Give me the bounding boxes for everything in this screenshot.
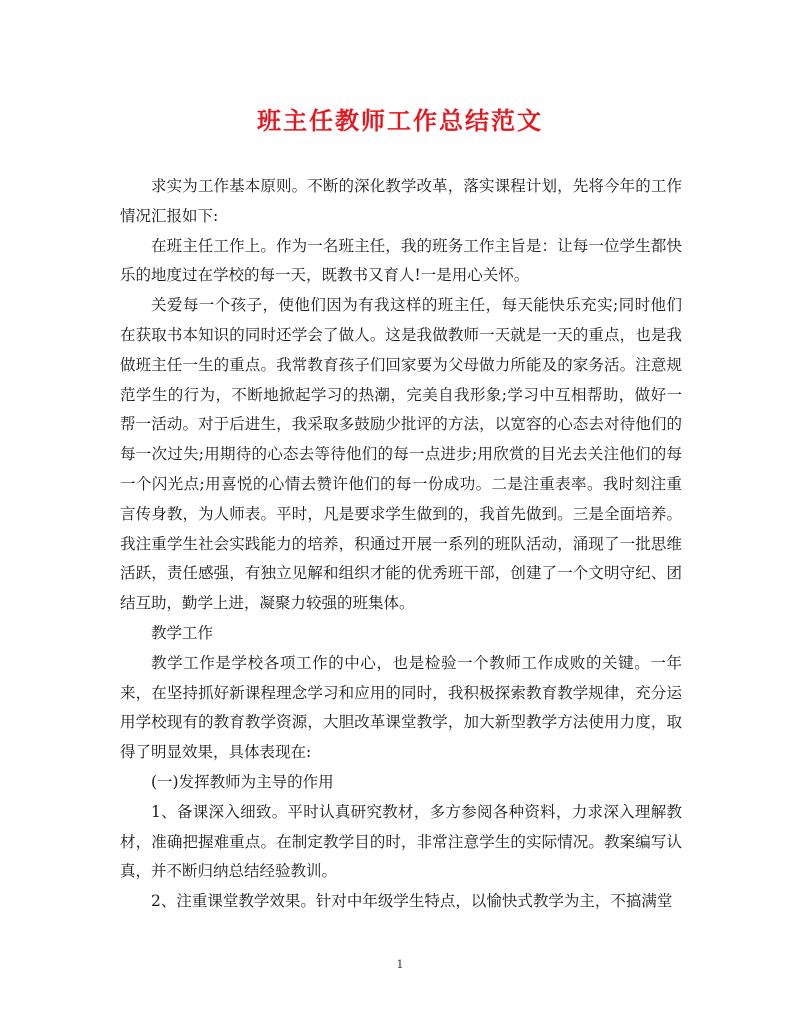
- subheading-teacher-leading-role: (一)发挥教师为主导的作用: [151, 772, 334, 791]
- paragraph-lesson-preparation: 1、备课深入细致。平时认真研究教材，多方参阅各种资料，力求深入理解教材，准确把握难重点。在制定教学目的时，非常注意学生的实际情况。教案编写认真，并不断归纳总结经验教训。: [120, 802, 682, 881]
- page-number: 1: [396, 958, 404, 971]
- paragraph-intro: 求实为工作基本原则。不断的深化教学改革，落实课程计划，先将今年的工作情况汇报如下:: [120, 177, 682, 225]
- document-title: 班主任教师工作总结范文: [257, 106, 543, 135]
- section-heading-teaching-work: 教学工作: [151, 623, 214, 642]
- paragraph-classroom-effect: 2、注重课堂教学效果。针对中年级学生特点，以愉快式教学为主，不搞满堂: [151, 892, 673, 911]
- paragraph-teaching-work: 教学工作是学校各项工作的中心，也是检验一个教师工作成败的关键。一年来，在坚持抓好新课程理念学习和应用的同时，我积极探索教育教学规律，充分运用学校现有的教育教学资源，大胆改革课堂教学，加大新型教学方法使用力度，取得了明显效果，具体表现在:: [120, 653, 682, 762]
- paragraph-caring: 关爱每一个孩子，使他们因为有我这样的班主任，每天能快乐充实;同时他们在获取书本知识的同时还学会了做人。这是我做教师一天就是一天的重点，也是我做班主任一生的重点。我常教育孩子们回家要为父母做力所能及的家务活。注意规范学生的行为，不断地掀起学习的热潮，完美自我形象;学习中互相帮助，做好一帮一活动。对于后进生，我采取多鼓励少批评的方法，以宽容的心态去对待他们的每一次过失;用期待的心态去等待他们的每一点进步;用欣赏的目光去关注他们的每一个闪光点;用喜悦的心情去赞许他们的每一份成功。二是注重表率。我时刻注重言传身教，为人师表。平时，凡是要求学生做到的，我首先做到。三是全面培养。我注重学生社会实践能力的培养，积通过开展一系列的班队活动，涌现了一批思维活跃，责任感强，有独立见解和组织才能的优秀班干部，创建了一个文明守纪、团结互助，勤学上进，凝聚力较强的班集体。: [120, 296, 682, 613]
- paragraph-head-teacher-work: 在班主任工作上。作为一名班主任，我的班务工作主旨是：让每一位学生都快乐的地度过在学校的每一天，既教书又育人!一是用心关怀。: [120, 236, 682, 285]
- document-body: [120, 172, 682, 917]
